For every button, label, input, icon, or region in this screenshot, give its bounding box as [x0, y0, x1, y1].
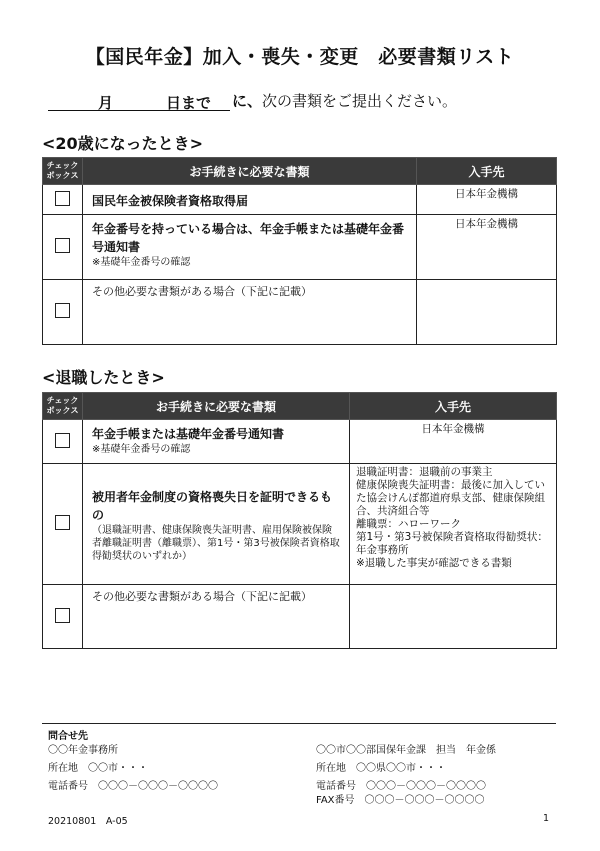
source-line: 退職証明書：退職前の事業主 — [356, 466, 493, 478]
deadline-date-blank[interactable] — [48, 92, 230, 111]
source-cell-list — [350, 464, 557, 585]
table-row — [43, 185, 557, 215]
header-check: チェック ボックス — [43, 393, 83, 420]
checkbox[interactable] — [55, 191, 70, 206]
header-check: チェック ボックス — [43, 158, 83, 185]
document-code: 20210801 A-05 — [48, 816, 128, 827]
deadline-line — [48, 90, 457, 111]
contact-left — [48, 730, 218, 794]
contact-right-name: 〇〇市〇〇部国保年金課 担当 年金係 — [316, 745, 496, 756]
table-row — [43, 585, 557, 649]
source-line: 離職票：ハローワーク — [356, 518, 461, 530]
document-other: その他必要な書類がある場合（下記に記載） — [92, 285, 312, 298]
contact-left-phone: 電話番号 〇〇〇－〇〇〇－〇〇〇〇 — [48, 781, 218, 792]
table-header-row — [43, 158, 557, 185]
checkbox[interactable] — [55, 515, 70, 530]
table-header-row — [43, 393, 557, 420]
table-row — [43, 420, 557, 464]
document-other: その他必要な書類がある場合（下記に記載） — [92, 590, 312, 603]
document-name: 年金番号を持っている場合は、年金手帳または基礎年金番号通知書 — [92, 222, 405, 254]
source-cell: 日本年金機構 — [417, 215, 557, 280]
checkbox[interactable] — [55, 303, 70, 318]
header-document: お手続きに必要な書類 — [83, 158, 417, 185]
deadline-month: 月 — [98, 94, 114, 112]
checkbox[interactable] — [55, 238, 70, 253]
contact-right — [316, 744, 496, 808]
page-number: 1 — [543, 813, 550, 824]
document-note: ※基礎年金番号の確認 — [92, 444, 191, 455]
source-line: 健康保険喪失証明書：最後に加入していた協会けんぽ都道府県支部、健康保険組合、共済組合等 — [356, 479, 545, 517]
contact-right-phone: 電話番号 〇〇〇－〇〇〇－〇〇〇〇 — [316, 781, 486, 792]
document-note: ※基礎年金番号の確認 — [92, 257, 191, 268]
table-row — [43, 215, 557, 280]
contact-left-address: 所在地 〇〇市・・・ — [48, 763, 148, 774]
section-title-20: <20歳になったとき> — [42, 134, 204, 153]
documents-table-20 — [42, 157, 557, 345]
footer-divider — [42, 723, 556, 724]
section-title-retire: <退職したとき> — [42, 368, 165, 387]
source-line: 第1号・第3号被保険者資格取得勧奨状：年金事務所 — [356, 531, 548, 556]
table-row — [43, 280, 557, 345]
contact-right-address: 所在地 〇〇県〇〇市・・・ — [316, 763, 446, 774]
source-cell: 日本年金機構 — [417, 185, 557, 215]
documents-table-retire — [42, 392, 557, 649]
source-line: ※退職した事実が確認できる書類 — [356, 557, 512, 569]
checkbox[interactable] — [55, 608, 70, 623]
contact-left-name: 〇〇年金事務所 — [48, 745, 118, 756]
checkbox[interactable] — [55, 433, 70, 448]
page-title: 【国民年金】加入・喪失・変更 必要書類リスト — [85, 46, 515, 68]
deadline-text: 次の書類をご提出ください。 — [262, 92, 458, 110]
header-document: お手続きに必要な書類 — [83, 393, 350, 420]
deadline-day: 日まで — [166, 94, 212, 112]
document-name: 国民年金被保険者資格取得届 — [92, 193, 249, 208]
source-cell-empty[interactable] — [350, 585, 557, 649]
document-note: （退職証明書、健康保険喪失証明書、雇用保険被保険者離職証明書（離職票）、第1号・第3号被保険者資格取得勧奨状のいずれか） — [92, 524, 340, 562]
header-source: 入手先 — [417, 158, 557, 185]
contact-heading: 問合せ先 — [48, 731, 88, 742]
header-source: 入手先 — [350, 393, 557, 420]
document-name: 被用者年金制度の資格喪失日を証明できるもの — [92, 489, 333, 522]
table-row — [43, 464, 557, 585]
deadline-particle: に、 — [232, 92, 263, 110]
source-cell: 日本年金機構 — [350, 420, 557, 464]
contact-right-fax: FAX番号 〇〇〇－〇〇〇－〇〇〇〇 — [316, 795, 485, 806]
document-name: 年金手帳または基礎年金番号通知書 — [92, 427, 285, 441]
source-cell-empty[interactable] — [417, 280, 557, 345]
